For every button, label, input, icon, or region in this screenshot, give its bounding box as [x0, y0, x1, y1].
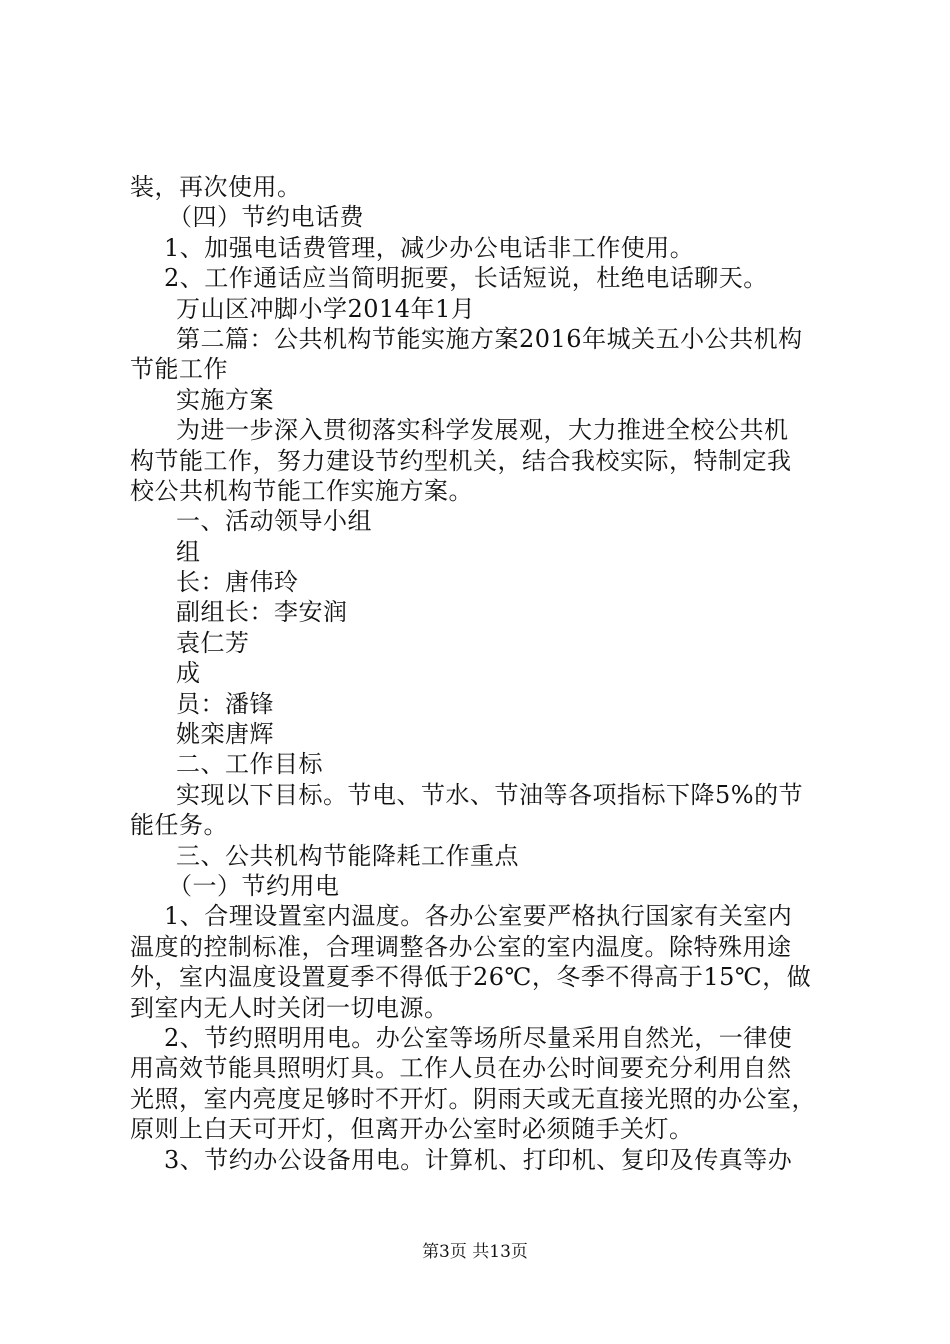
text-line: 温度的控制标准，合理调整各办公室的室内温度。除特殊用途	[130, 932, 792, 961]
text-line: 袁仁芳	[176, 628, 250, 657]
section-heading: 三、公共机构节能降耗工作重点	[176, 841, 519, 870]
page-footer	[0, 1241, 950, 1263]
text-line: 成	[176, 659, 201, 688]
text-line: 员：潘锋	[176, 689, 274, 718]
text-line: 3、节约办公设备用电。计算机、打印机、复印及传真等办	[164, 1145, 793, 1174]
section-heading: 一、活动领导小组	[176, 507, 372, 536]
chapter-heading: 节能工作	[130, 355, 228, 384]
text-line: 能任务。	[130, 811, 228, 840]
text-line: 长：唐伟玲	[176, 568, 299, 597]
text-line: 构节能工作，努力建设节约型机关，结合我校实际，特制定我	[130, 446, 792, 475]
text-line: 实现以下目标。节电、节水、节油等各项指标下降5%的节	[176, 780, 804, 809]
section-heading: （一）节约用电	[168, 871, 340, 900]
text-line: 为进一步深入贯彻落实科学发展观，大力推进全校公共机	[176, 416, 789, 445]
text-line: 外，室内温度设置夏季不得低于26℃，冬季不得高于15℃，做	[130, 963, 812, 992]
text-line: 用高效节能具照明灯具。工作人员在办公时间要充分利用自然	[130, 1054, 792, 1083]
document-body	[130, 172, 830, 1175]
text-line: 姚栾唐辉	[176, 720, 274, 749]
text-line: 到室内无人时关闭一切电源。	[130, 993, 449, 1022]
text-line: 校公共机构节能工作实施方案。	[130, 476, 473, 505]
chapter-heading: 第二篇：公共机构节能实施方案2016年城关五小公共机构	[176, 324, 803, 353]
section-heading: （四）节约电话费	[168, 203, 364, 232]
text-line: 副组长：李安润	[176, 598, 348, 627]
text-line: 装，再次使用。	[130, 173, 302, 201]
text-line: 光照，室内亮度足够时不开灯。阴雨天或无直接光照的办公室，	[130, 1084, 816, 1113]
text-line: 2、工作通话应当简明扼要，长话短说，杜绝电话聊天。	[164, 264, 768, 293]
text-line: 原则上白天可开灯，但离开办公室时必须随手关灯。	[130, 1115, 694, 1144]
text-line: 1、合理设置室内温度。各办公室要严格执行国家有关室内	[164, 902, 793, 931]
chapter-subheading: 实施方案	[176, 385, 274, 414]
page-number: 第3页 共13页	[422, 1242, 528, 1262]
signature-line: 万山区冲脚小学2014年1月	[176, 294, 476, 323]
section-heading: 二、工作目标	[176, 750, 323, 779]
text-line: 2、节约照明用电。办公室等场所尽量采用自然光，一律使	[164, 1023, 793, 1052]
text-line: 组	[176, 537, 201, 566]
text-line: 1、加强电话费管理，减少办公电话非工作使用。	[164, 233, 695, 262]
